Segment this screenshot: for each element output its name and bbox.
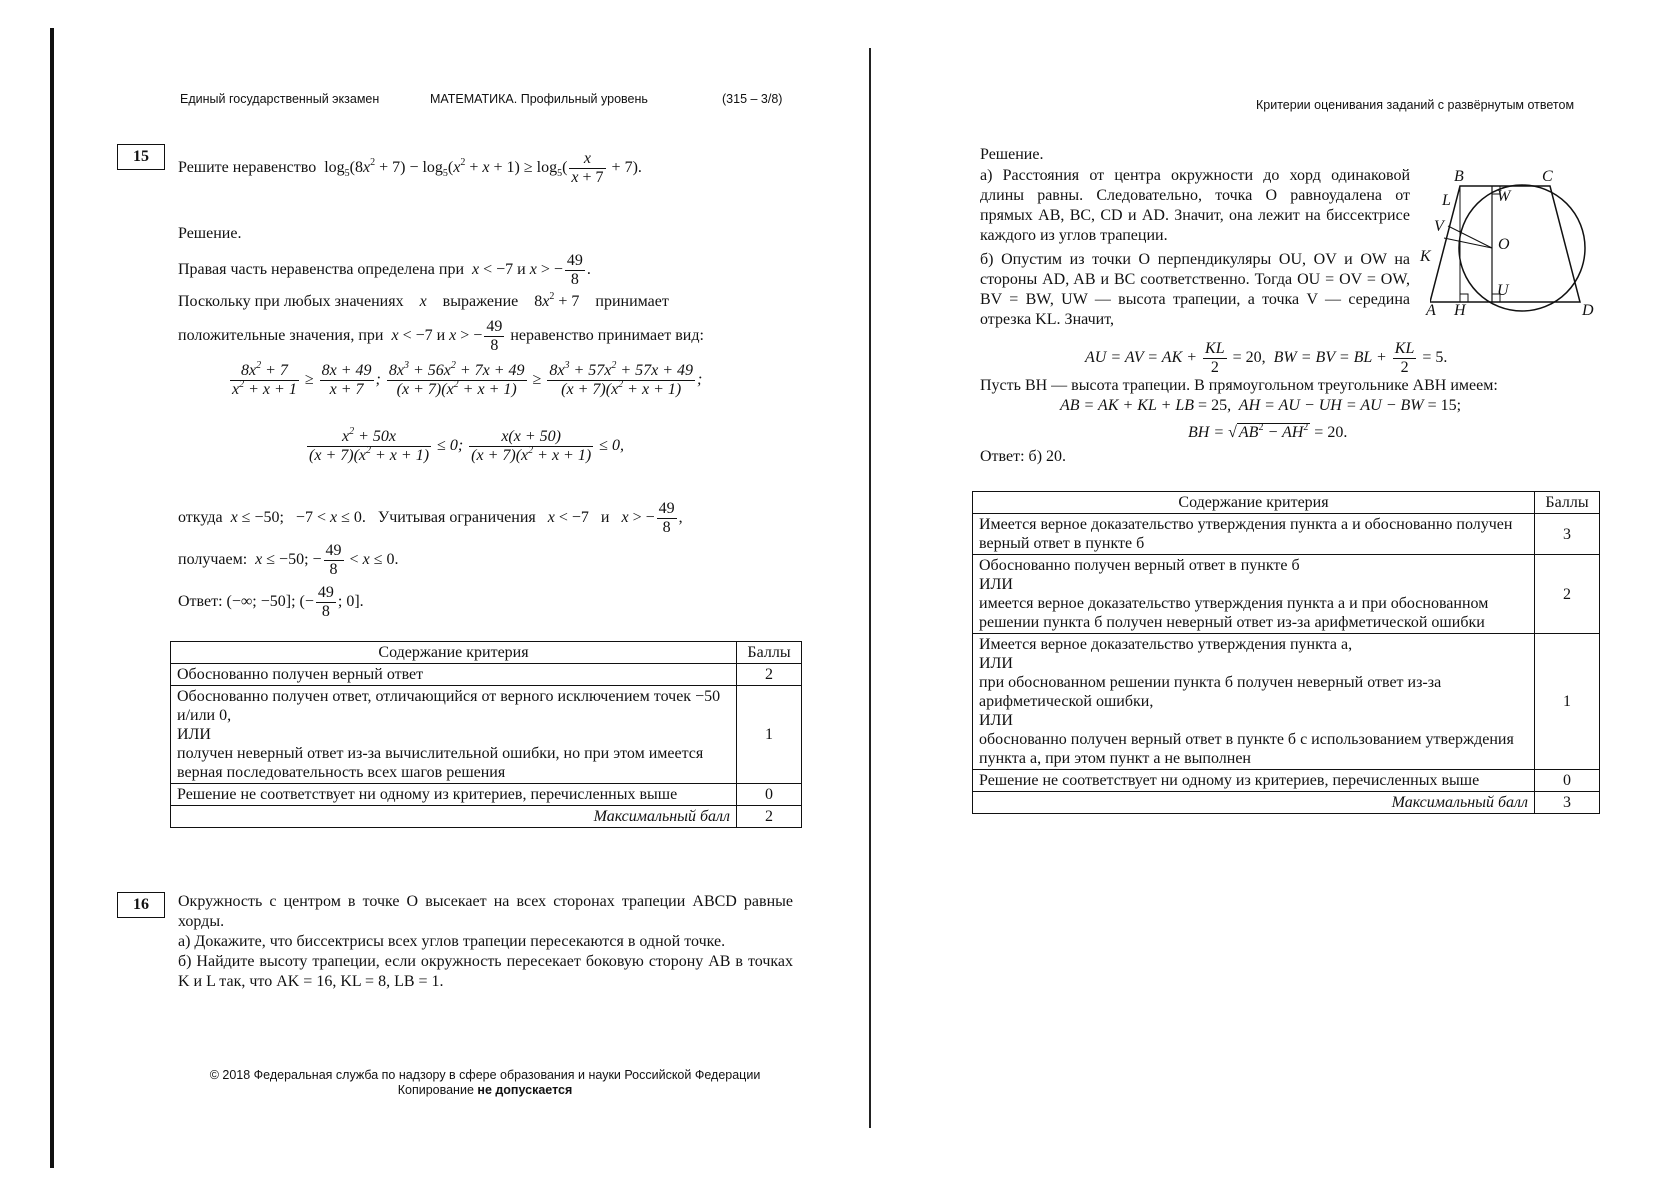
max-score: 3 [1535,792,1600,814]
label-v: V [1434,218,1444,235]
table-row [973,514,1600,555]
para2-d: положительные значения, при [178,327,384,345]
criterion-part: Обоснованно получен ответ, отличающийся от верного исключением точек −50 и/или 0, [177,688,721,724]
criterion-text: Обоснованно получен верный ответ [171,664,737,686]
label-a: A [1426,302,1436,319]
label-d: D [1582,302,1594,319]
table-head-score: Баллы [1535,492,1600,514]
formula-ab: AB = AK + KL + LB = 25, AH = AU − UH = AU − BW = 15; [1060,397,1462,414]
segment-o [1448,226,1492,248]
footer [180,1068,790,1098]
criterion-text: Имеется верное доказательство утверждения пункта а и обоснованно получен верный ответ в пункте б [973,514,1535,555]
part-a-text: а) Расстояния от центра окружности до хорд одинаковой длины равны. Следовательно, точка O равноудалена от прямых AB, BC, CD и AD. Значит, она лежит на биссектрисе каждого из углов трапеции. [980,167,1410,244]
criterion-text: Решение не соответствует ни одному из критериев, перечисленных выше [171,784,737,806]
criterion-score: 0 [737,784,802,806]
criterion-or: ИЛИ [979,712,1013,729]
right-answer: Ответ: б) 20. [980,448,1067,465]
table-head-score: Баллы [737,642,802,664]
criterion-part: Имеется верное доказательство утверждения пункта а, [979,636,1353,653]
get-text: получаем: [178,551,248,569]
table-row [973,555,1600,634]
answer-label: Ответ: [178,593,223,611]
domain-line: Правая часть неравенства определена при x < −7 и x > − $\frac{49}{8}$ . [178,252,591,288]
table-row [171,784,802,806]
table-row [171,686,802,784]
table-max-row [973,792,1600,814]
task16-statement: Окружность с центром в точке O высекает на всех сторонах трапеции ABCD равные хорды. [178,893,793,930]
right-angle-h [1460,294,1468,302]
max-label: Максимальный балл [171,806,737,828]
criterion-or: ИЛИ [979,576,1013,593]
criterion-score: 1 [1535,634,1600,770]
max-label: Максимальный балл [973,792,1535,814]
domain-text: Правая часть неравенства определена при [178,261,464,279]
get-line: получаем: x ≤ −50; − $\frac{49}{8}$ < x ≤ 0. [178,542,399,578]
table-row [171,664,802,686]
label-o: O [1498,236,1510,253]
task-number-15: 15 [117,144,165,170]
label-c: C [1542,168,1553,185]
right-page [870,0,1680,1187]
max-score: 2 [737,806,802,828]
criterion-part: при обоснованном решении пункта б получен неверный ответ из-за арифметической ошибки, [979,674,1442,710]
let-bh-line: Пусть BH — высота трапеции. В прямоугольном треугольнике ABH имеем: [980,377,1498,394]
table-row [973,770,1600,792]
table-header-row [973,492,1600,514]
whence-text: откуда [178,509,223,527]
task15-criteria-table [170,641,802,828]
criterion-score: 1 [737,686,802,784]
criterion-part: имеется верное доказательство утверждения пункта а и при обоснованном решении пункта б получен неверный ответ из-за арифметической ошибки [979,595,1489,631]
segment-ov [1444,238,1492,248]
criterion-part: Обоснованно получен верный ответ в пункте б [979,557,1300,574]
task16-criteria-table [972,491,1600,814]
criterion-or: ИЛИ [177,726,211,743]
para2-a: Поскольку при любых значениях [178,293,404,310]
formula-row-1: $\frac{8x^2 + 7}{x^2 + x + 1}$ ≥ $\frac{8x + 49}{x + 7}$ ; $\frac{8x^3 + 56x^2 + 7x + 49}{(x + 7)(x^2 + x + 1)}$ ≥ $\frac{8x^3 + 57x^2 + 57x + 49}{(x + 7)(x^2 + x + 1)}$ ; [232,360,703,398]
criterion-score: 3 [1535,514,1600,555]
para2-e: неравенство принимает вид: [510,327,704,345]
criterion-score: 2 [1535,555,1600,634]
table-head-content: Содержание критерия [171,642,737,664]
footer-copy-b: не допускается [477,1083,573,1097]
formula-au: AU = AV = AK + $\frac{KL}{2}$ = 20, BW = BV = BL + $\frac{KL}{2}$ = 5. [1085,340,1448,376]
criterion-part: получен неверный ответ из-за вычислительной ошибки, но при этом имеется верная последовательность всех шагов решения [177,745,704,781]
whence-line: откуда x ≤ −50; −7 < x ≤ 0. Учитывая ограничения x < −7 и x > − $\frac{49}{8}$ , [178,500,683,536]
criterion-text [171,686,737,784]
label-u: U [1497,282,1509,299]
solution-label: Решение. [178,225,242,242]
right-solution-label: Решение. [980,146,1044,163]
criterion-score: 2 [737,664,802,686]
task-number-16: 16 [117,892,165,918]
table-head-content: Содержание критерия [973,492,1535,514]
table-header-row [171,642,802,664]
task16-text [178,892,793,992]
label-k: K [1420,248,1431,265]
criterion-or: ИЛИ [979,655,1013,672]
task16-part-b: б) Найдите высоту трапеции, если окружность пересекает боковую сторону AB в точках K и L так, что AK = 16, KL = 8, LB = 1. [178,953,794,990]
task15-statement: Решите неравенство $\log_5(8x^2 + 7) - \log_5(x^2 + x + 1) \ge \log_5$( $\frac{x}{x + 7}$ + 7). [178,150,642,186]
label-l: L [1442,192,1451,209]
table-row [973,634,1600,770]
header-exam: Единый государственный экзамен [180,92,380,106]
table-max-row [171,806,802,828]
criterion-part: обоснованно получен верный ответ в пункте б с использованием утверждения пункта а, при этом пункт а не выполнен [979,731,1514,767]
criterion-score: 0 [1535,770,1600,792]
header-subject: МАТЕМАТИКА. Профильный уровень [430,92,648,106]
answer-line: Ответ: (−∞; −50]; (− $\frac{49}{8}$ ; 0]. [178,584,364,620]
formula-row-2: $\frac{x^2 + 50x}{(x + 7)(x^2 + x + 1)}$ ≤ 0; $\frac{x(x + 50)}{(x + 7)(x^2 + x + 1)}$ ≤ 0, [309,426,624,464]
para2-line1: Поскольку при любых значениях x выражение $8x^2 + 7$ принимает [178,291,669,310]
task16-part-a: а) Докажите, что биссектрисы всех углов трапеции пересекаются в одной точке. [178,933,726,950]
criterion-text [973,555,1535,634]
footer-copy-line [180,1083,790,1098]
para2-line2: положительные значения, при x < −7 и x > − $\frac{49}{8}$ неравенство принимает вид: [178,318,704,354]
part-b-text: б) Опустим из точки O перпендикуляры OU, OV и OW на стороны AD, AB и BC соответственно. Тогда OU = OV = OW, BV = BW, UW — высота трапеции, а точка V — середина отрезка KL. Значит, [980,251,1410,328]
footer-copyright: © 2018 Федеральная служба по надзору в сфере образования и науки Российской Федерации [209,1068,761,1082]
para2-c: принимает [595,293,669,310]
label-h: H [1454,302,1466,319]
footer-copy-a: Копирование [397,1083,474,1097]
header-code: (315 – 3/8) [722,92,783,106]
para2-b: выражение [442,293,519,310]
considering-text: Учитывая ограничения [377,509,536,527]
label-w: W [1497,188,1511,205]
statement-prefix: Решите неравенство [178,159,317,177]
criterion-text [973,634,1535,770]
right-header: Критерии оценивания заданий с развёрнутым ответом [1256,98,1575,112]
formula-bh: BH = √ $AB^2 - AH^2 = 20$. [1188,422,1348,441]
criterion-text: Решение не соответствует ни одному из критериев, перечисленных выше [973,770,1535,792]
label-b: B [1454,168,1464,185]
